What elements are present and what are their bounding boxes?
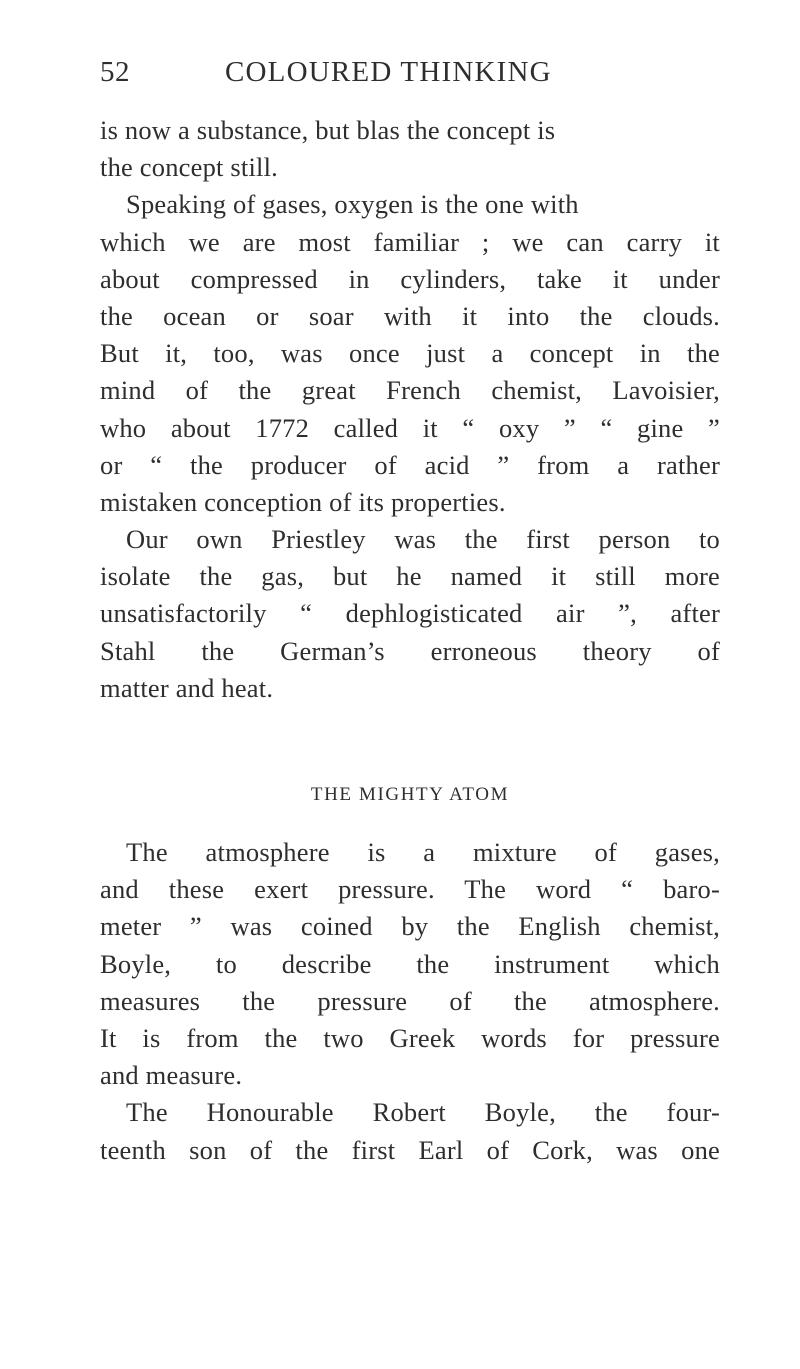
text-line: Speaking of gases, oxygen is the one with	[126, 189, 579, 220]
page-number: 52	[100, 56, 130, 88]
text-line: unsatisfactorily “ dephlogisticated air ”, after	[100, 598, 720, 629]
text-line: who about 1772 called it “ oxy ” “ gine ”	[100, 412, 720, 443]
paragraph-block-1	[100, 112, 720, 707]
text-line: Boyle, to describe the instrument which	[100, 948, 720, 979]
text-line: the concept still.	[100, 152, 279, 183]
text-line: The Honourable Robert Boyle, the four-	[126, 1097, 720, 1128]
text-line: isolate the gas, but he named it still more	[100, 561, 720, 592]
text-line: which we are most familiar ; we can carry it	[100, 226, 720, 257]
text-line: It is from the two Greek words for pressure	[100, 1022, 720, 1053]
text-line: about compressed in cylinders, take it under	[100, 263, 720, 294]
text-line: But it, too, was once just a concept in the	[100, 338, 720, 369]
text-line: meter ” was coined by the English chemist,	[100, 911, 720, 942]
text-line: and these exert pressure. The word “ baro-	[100, 874, 720, 905]
text-line: mistaken conception of its properties.	[100, 486, 506, 517]
text-line: measures the pressure of the atmosphere.	[100, 985, 720, 1016]
text-line: Our own Priestley was the first person to	[126, 524, 720, 555]
text-line: mind of the great French chemist, Lavoisier,	[100, 375, 720, 406]
running-title: COLOURED THINKING	[225, 56, 552, 88]
text-line: and measure.	[100, 1060, 243, 1091]
text-line: The atmosphere is a mixture of gases,	[126, 837, 720, 867]
paragraph-block-2	[100, 834, 720, 1169]
text-line: teenth son of the first Earl of Cork, was one	[100, 1134, 720, 1165]
running-head	[100, 56, 720, 96]
section-heading: THE MIGHTY ATOM	[310, 784, 510, 805]
text-line: is now a substance, but blas the concept is	[100, 115, 556, 145]
text-line: Stahl the German’s erroneous theory of	[100, 635, 720, 666]
text-line: the ocean or soar with it into the clouds.	[100, 300, 720, 331]
text-line: or “ the producer of acid ” from a rather	[100, 449, 720, 480]
text-line: matter and heat.	[100, 672, 274, 703]
